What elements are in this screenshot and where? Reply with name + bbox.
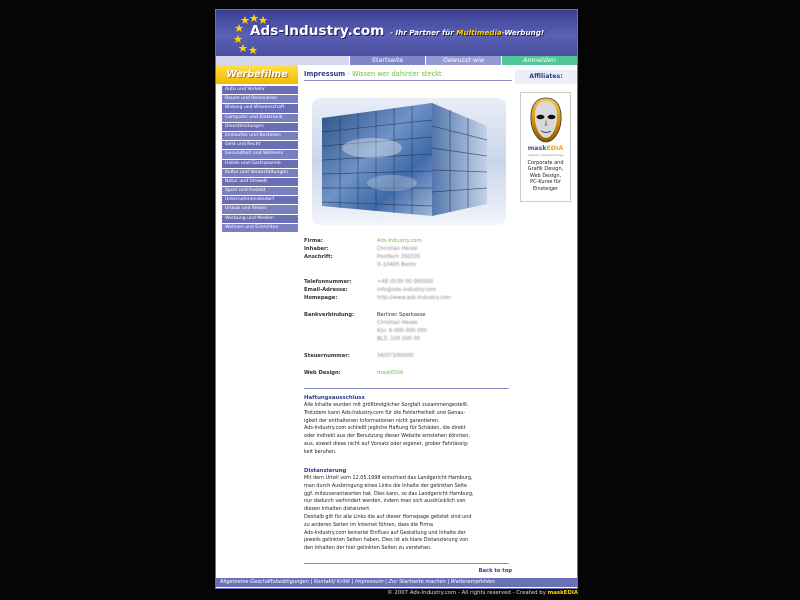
haftung-line: igkeit der enthaltenen Informationen nicht garantieren.	[304, 417, 440, 424]
top-navigation	[349, 56, 577, 65]
haftung-text	[304, 402, 509, 457]
category-item[interactable]: Wohnen und Einrichten	[222, 224, 298, 233]
section-divider-bottom	[304, 563, 509, 564]
copyright-text: © 2007 Ads-Industry.com - All rights reserved - Created by	[387, 590, 548, 596]
distanz-line: Deshalb gilt für alle Links die auf dieser Homepage gelistet sind und	[304, 513, 472, 520]
distanz-line: man durch Ausbringung eines Links die Inhalte der gelinkten Seite	[304, 482, 468, 489]
page-title	[304, 70, 512, 81]
slogan-highlight: Multimedia	[456, 28, 502, 37]
affiliate-copy-line: Grafik Design,	[527, 166, 564, 173]
category-item[interactable]: Geld und Recht	[222, 141, 298, 150]
distanz-line: jeweils gelinkten Seiten haben. Dies ist als klare Distanzierung von	[304, 537, 469, 544]
affiliates-heading: Affiliates:	[515, 70, 577, 84]
distanz-line: Ads-Industry.com keinerlei Einfluss auf Gestaltung und Inhalte der	[304, 529, 466, 536]
copyright-line	[215, 590, 578, 596]
steuer-value: 34/073/00000	[377, 353, 414, 359]
nav-startseite[interactable]: Startseite	[349, 56, 425, 65]
email-label: Email-Adresse:	[304, 287, 348, 293]
bank-line4: BLZ: 100 500 00	[377, 336, 421, 342]
footer-navigation	[216, 578, 577, 587]
site-title[interactable]: Ads-Industry.com	[250, 23, 385, 39]
telefon-label: Telefonnummer:	[304, 279, 352, 285]
copyright-brand-link[interactable]: maskEDIA	[547, 590, 578, 596]
category-item[interactable]: Dienstleistungen	[222, 123, 298, 132]
haftung-heading: Haftungsausschluss	[304, 395, 365, 401]
category-item[interactable]: Natur und Umwelt	[222, 178, 298, 187]
brand-highlight: EDIA	[546, 145, 564, 152]
haftung-line: aus, soweit diese nicht auf Vorsatz oder eigener, grober Fahrlässig-	[304, 440, 469, 447]
topnav-spacer	[216, 56, 349, 65]
footer-link-weiterempfehlen[interactable]: Weiterempfehlen	[450, 579, 495, 585]
category-list	[222, 86, 298, 233]
brand-pre: mask	[527, 145, 547, 152]
site-slogan	[390, 28, 544, 37]
inhaber-label: Inhaber:	[304, 246, 329, 252]
affiliate-copy	[521, 160, 570, 192]
category-item[interactable]: Gesundheit und Wellness	[222, 150, 298, 159]
bank-label: Bankverbindung:	[304, 312, 355, 318]
category-item[interactable]: Werbung und Medien	[222, 215, 298, 224]
bank-line2: Christian Heske	[377, 320, 418, 326]
steuer-label: Steuernummer:	[304, 353, 350, 359]
section-divider	[304, 388, 509, 389]
category-item[interactable]: Bauen und Renovieren	[222, 95, 298, 104]
affiliate-copy-line: Corporate and	[527, 160, 564, 166]
category-item[interactable]: Sport und Freizeit	[222, 187, 298, 196]
distanz-heading: Distanzierung	[304, 468, 347, 474]
haftung-line: keit beruhen.	[304, 448, 337, 455]
site-banner	[216, 10, 577, 56]
design-label: Web Design:	[304, 370, 341, 376]
telefon-value: +49 (0)30 00 000000	[377, 279, 434, 285]
mask-logo-icon	[528, 97, 564, 143]
distanz-line: zu anderen Seiten im Internet führen, dass die Firma	[304, 521, 434, 528]
page-title-main: Impressum	[304, 70, 346, 78]
homepage-link[interactable]: http://www.ads-industry.com	[377, 295, 452, 301]
slogan-post: -Werbung!	[501, 28, 545, 37]
category-item[interactable]: Computer und Elektronik	[222, 114, 298, 123]
distanz-line: diesen Inhalten distanziert.	[304, 506, 371, 513]
slogan-pre: - Ihr Partner für	[390, 28, 457, 37]
affiliate-copy-line: Einsteiger	[532, 185, 559, 192]
homepage-label: Homepage:	[304, 295, 338, 301]
footer-link-impressum[interactable]: Impressum	[355, 579, 384, 585]
bank-line3: Kto: 6 000 000 000	[377, 328, 427, 334]
anschrift-label: Anschrift:	[304, 254, 333, 260]
back-to-top-link[interactable]: Back to top	[478, 568, 512, 574]
category-item[interactable]: Bildung und Wissenschaft	[222, 104, 298, 113]
haftung-line: Ads-Industry.com schließt jegliche Haftung für Schäden, die direkt	[304, 425, 466, 432]
sidebar-heading: Werbefilme	[216, 65, 298, 84]
firma-value: Ads-Industry.com	[377, 238, 422, 244]
nav-anmelden[interactable]: Anmelden	[501, 56, 577, 65]
affiliate-copy-line: Web Design,	[529, 172, 562, 179]
design-link[interactable]: maskEDIA	[377, 370, 404, 376]
distanz-line: den Inhalten der hier gelinkten Seiten zu verstehen.	[304, 545, 432, 552]
haftung-line: Trotzdem kann Ads-Industry.com für die Fehlerfreiheit und Genau-	[304, 409, 466, 416]
page-title-sub: - Wissen wer dahinter steckt	[347, 70, 442, 78]
bank-line1: Berliner Sparkasse	[377, 312, 426, 318]
affiliate-brand	[521, 145, 570, 152]
building-photo	[312, 98, 506, 225]
footer-separator: |	[383, 579, 389, 585]
category-item[interactable]: Einkaufen und Bestellen	[222, 132, 298, 141]
anschrift-line2: D-10405 Berlin	[377, 262, 417, 268]
footer-separator: |	[309, 579, 315, 585]
category-item[interactable]: Unternehmensbedarf	[222, 196, 298, 205]
footer-link-startseite[interactable]: Zur Startseite machen	[388, 579, 446, 585]
nav-gewusst-wie[interactable]: Gewusst wie	[425, 56, 501, 65]
category-item[interactable]: Hotels und Gastronomie	[222, 160, 298, 169]
category-item[interactable]: Auto und Verkehr	[222, 86, 298, 95]
distanz-line: nur dadurch verhindert werden, indem man sich ausdrücklich von	[304, 498, 466, 505]
category-item[interactable]: Urlaub und Reisen	[222, 205, 298, 214]
footer-link-kontakt[interactable]: Kontakt/ Kritik	[314, 579, 351, 585]
page-container	[215, 9, 578, 589]
firma-label: Firma:	[304, 238, 323, 244]
affiliate-copy-line: PC-Kurse für	[530, 179, 561, 186]
haftung-line: oder indirekt aus der Benutzung dieser Website entstehen könnten,	[304, 433, 470, 440]
inhaber-value: Christian Heske	[377, 246, 418, 252]
email-link[interactable]: info@ads-industry.com	[377, 287, 437, 293]
anschrift-line1: Postfach 350335	[377, 254, 421, 260]
footer-link-agb[interactable]: Allgemeine Geschäftsbedingungen	[220, 579, 310, 585]
footer-separator: |	[350, 579, 356, 585]
affiliate-banner[interactable]	[520, 92, 571, 202]
haftung-line: Alle Inhalte wurden mit größtmöglicher Sorgfalt zusammengestellt.	[304, 402, 469, 408]
affiliate-tagline: creativity meets technology	[527, 154, 564, 157]
distanz-line: ggf. mitzuverantworten hat. Dies kann, so das Landgericht Hamburg,	[304, 490, 474, 497]
category-item[interactable]: Kultur und Veranstaltungen	[222, 169, 298, 178]
footer-separator: |	[445, 579, 451, 585]
distanz-text	[304, 475, 509, 553]
distanz-line: Mit dem Urteil vom 12.05.1998 entschied das Landgericht Hamburg,	[304, 475, 473, 481]
